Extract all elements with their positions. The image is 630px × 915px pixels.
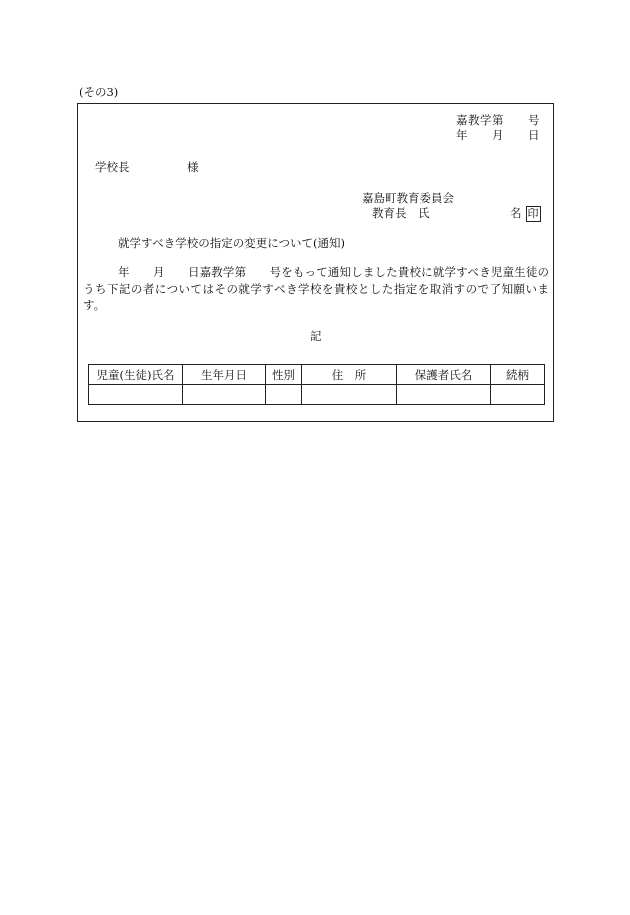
sender-org: 嘉島町教育委員会 bbox=[362, 191, 454, 205]
sender-name-text: 教育長 氏 名 bbox=[372, 206, 522, 220]
sender-title-name bbox=[372, 205, 541, 222]
doc-number: 嘉教学第 号 bbox=[456, 113, 540, 127]
cell-guardian-name bbox=[397, 385, 491, 405]
student-table bbox=[88, 364, 545, 405]
table-row bbox=[89, 385, 545, 405]
cell-relationship bbox=[491, 385, 545, 405]
body-text: 年 月 日嘉教学第 号をもって通知しました貴校に就学すべき児童生徒のうち下記の者についてはその就学すべき学校を貴校とした指定を取消すので了知願います。 bbox=[83, 265, 549, 312]
seal-mark: 印 bbox=[527, 207, 539, 220]
cell-gender bbox=[266, 385, 302, 405]
ki-heading: 記 bbox=[310, 329, 322, 343]
page-label: (その3) bbox=[79, 85, 119, 99]
addressee: 学校長 様 bbox=[95, 160, 199, 174]
table-header-row bbox=[89, 365, 545, 385]
cell-student-name bbox=[89, 385, 183, 405]
header-gender: 性別 bbox=[266, 365, 302, 385]
header-relationship: 続柄 bbox=[491, 365, 545, 385]
subject: 就学すべき学校の指定の変更について(通知) bbox=[118, 236, 346, 250]
header-guardian-name: 保護者氏名 bbox=[397, 365, 491, 385]
doc-date: 年 月 日 bbox=[456, 128, 540, 142]
header-student-name: 児童(生徒)氏名 bbox=[89, 365, 183, 385]
header-birthdate: 生年月日 bbox=[183, 365, 266, 385]
cell-address bbox=[302, 385, 397, 405]
header-address: 住 所 bbox=[302, 365, 397, 385]
cell-birthdate bbox=[183, 385, 266, 405]
